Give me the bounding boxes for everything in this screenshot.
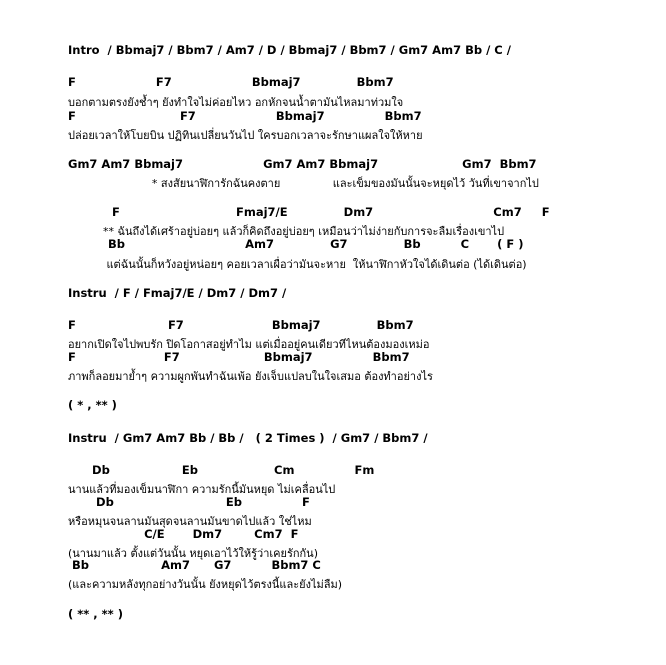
lyric-line: (และความหลังทุกอย่างวันนั้น ยังหยุดไว้ตรงนี้และยังไม่ลืม) (68, 578, 343, 591)
chord-line: F F7 Bbmaj7 Bbm7 (68, 318, 414, 332)
chord-line: Instru / F / Fmaj7/E / Dm7 / Dm7 / (68, 286, 287, 300)
chord-line: ( * , ** ) (68, 398, 117, 412)
lyric-line: (นานมาแล้ว ตั้งแต่วันนั้น หยุดเอาไว้ให้รู้ว่าเคยรักกัน) (68, 547, 318, 560)
chord-line: Instru / Gm7 Am7 Bb / Bb / ( 2 Times ) / Gm7 / Bbm7 / (68, 431, 428, 445)
lyric-line: ปล่อยเวลาให้โบยบิน ปฏิทินเปลี่ยนวันไป ใครบอกเวลาจะรักษาแผลใจให้หาย (68, 129, 423, 142)
chord-line: C/E Dm7 Cm7 F (68, 527, 299, 541)
chord-line: Gm7 Am7 Bbmaj7 Gm7 Am7 Bbmaj7 Gm7 Bbm7 (68, 157, 537, 171)
lyric-line: อยากเปิดใจไปพบรัก ปิดโอกาสอยู่ทำไม แต่เมื่ออยู่คนเดียวทีไหนต้องมองเหม่อ (68, 338, 430, 351)
chord-line: Bb Am7 G7 Bb C ( F ) (68, 237, 524, 251)
chord-line: F F7 Bbmaj7 Bbm7 (68, 75, 394, 89)
lyric-line: แต่ฉันนั้นก็หวังอยู่หน่อยๆ คอยเวลาเผื่อว่ามันจะหาย ให้นาฬิกาหัวใจได้เดินต่อ (ได้เดินต่อ) (68, 258, 527, 271)
chord-line: ( ** , ** ) (68, 607, 123, 621)
chord-line: F F7 Bbmaj7 Bbm7 (68, 109, 422, 123)
chord-line: Bb Am7 G7 Bbm7 C (68, 558, 321, 572)
chord-line: F F7 Bbmaj7 Bbm7 (68, 350, 410, 364)
chord-line: Intro / Bbmaj7 / Bbm7 / Am7 / D / Bbmaj7 / Bbm7 / Gm7 Am7 Bb / C / (68, 43, 511, 57)
lyric-line: นานแล้วที่มองเข็มนาฬิกา ความรักนี้มันหยุด ไม่เคลื่อนไป (68, 483, 336, 496)
lyric-line: * สงสัยนาฬิการักฉันคงตาย และเข็มของมันนั้นจะหยุดไว้ วันที่เขาจากไป (68, 177, 539, 190)
lyric-line: ** ฉันถึงได้เศร้าอยู่บ่อยๆ แล้วก็คิดถึงอยู่บ่อยๆ เหมือนว่าไม่ง่ายกับการจะลืมเรื่องเขาไป (68, 225, 505, 238)
lyric-line: ภาพก็ลอยมาย้ำๆ ความผูกพันทำฉันเพ้อ ยังเจ็บแปลบในใจเสมอ ต้องทำอย่างไร (68, 370, 433, 383)
chord-line: Db Eb Cm Fm (68, 463, 375, 477)
lyric-line: หรือหมุนจนลานมันสุดจนลานมันขาดไปแล้ว ใช่ไหม (68, 515, 312, 528)
chord-line: Db Eb F (68, 495, 310, 509)
chord-line: F Fmaj7/E Dm7 Cm7 F (68, 205, 550, 219)
lyric-line: บอกตามตรงยังช้ำๆ ยังทำใจไม่ค่อยไหว อกหักจนน้ำตามันไหลมาท่วมใจ (68, 96, 404, 109)
